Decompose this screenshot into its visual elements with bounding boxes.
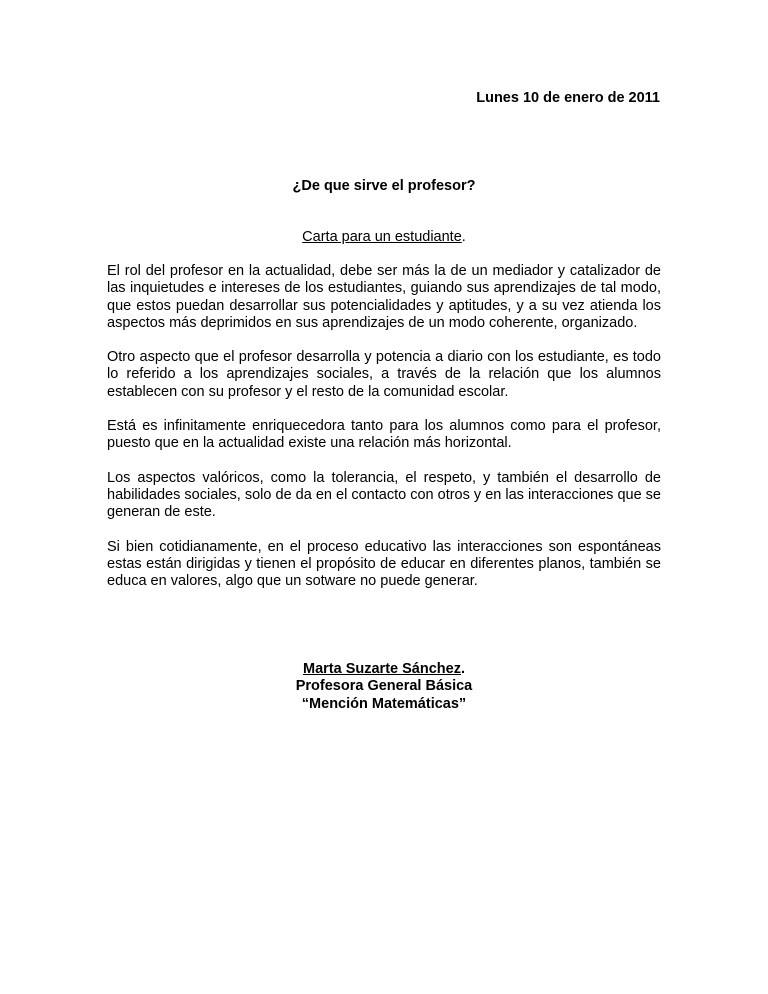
letter-subtitle-period: . [461, 229, 466, 245]
signature-name-period: . [460, 661, 465, 677]
letter-subtitle [0, 228, 768, 246]
paragraph-3: Está es infinitamente enriquecedora tanto para los alumnos como para el profesor, puesto que en la actualidad existe una relación más horizontal. [107, 418, 661, 452]
signature-name-line [0, 661, 768, 678]
paragraph-1: El rol del profesor en la actualidad, debe ser más la de un mediador y catalizador de las inquietudes e intereses de los estudiantes, guiando sus aprendizajes de tal modo, que estos puedan desarrollar sus potencialidades y aptitudes, y a su vez atienda los aspectos más deprimidos en sus aprendizajes de un modo coherente, organizado. [107, 263, 661, 331]
signature-name: Marta Suzarte Sánchez [303, 661, 461, 677]
signature-block [0, 661, 768, 713]
letter-body [107, 263, 661, 607]
paragraph-4: Los aspectos valóricos, como la tolerancia, el respeto, y también el desarrollo de habilidades sociales, solo de da en el contacto con otros y en las interacciones que se generan de este. [107, 469, 661, 521]
paragraph-5: Si bien cotidianamente, en el proceso educativo las interacciones son espontáneas estas están dirigidas y tienen el propósito de educar en diferentes planos, también se educa en valores, algo que un sotware no puede generar. [107, 538, 661, 590]
letter-title: ¿De que sirve el profesor? [292, 178, 476, 194]
signature-specialty: “Mención Matemáticas” [301, 695, 467, 712]
letter-date: Lunes 10 de enero de 2011 [476, 90, 660, 106]
paragraph-2: Otro aspecto que el profesor desarrolla y potencia a diario con los estudiante, es todo lo referido a los aprendizajes sociales, a través de la relación que los alumnos establecen con su profesor y el resto de la comunidad escolar. [107, 349, 661, 400]
signature-role: Profesora General Básica [295, 678, 473, 695]
letter-subtitle-text: Carta para un estudiante [302, 229, 462, 245]
